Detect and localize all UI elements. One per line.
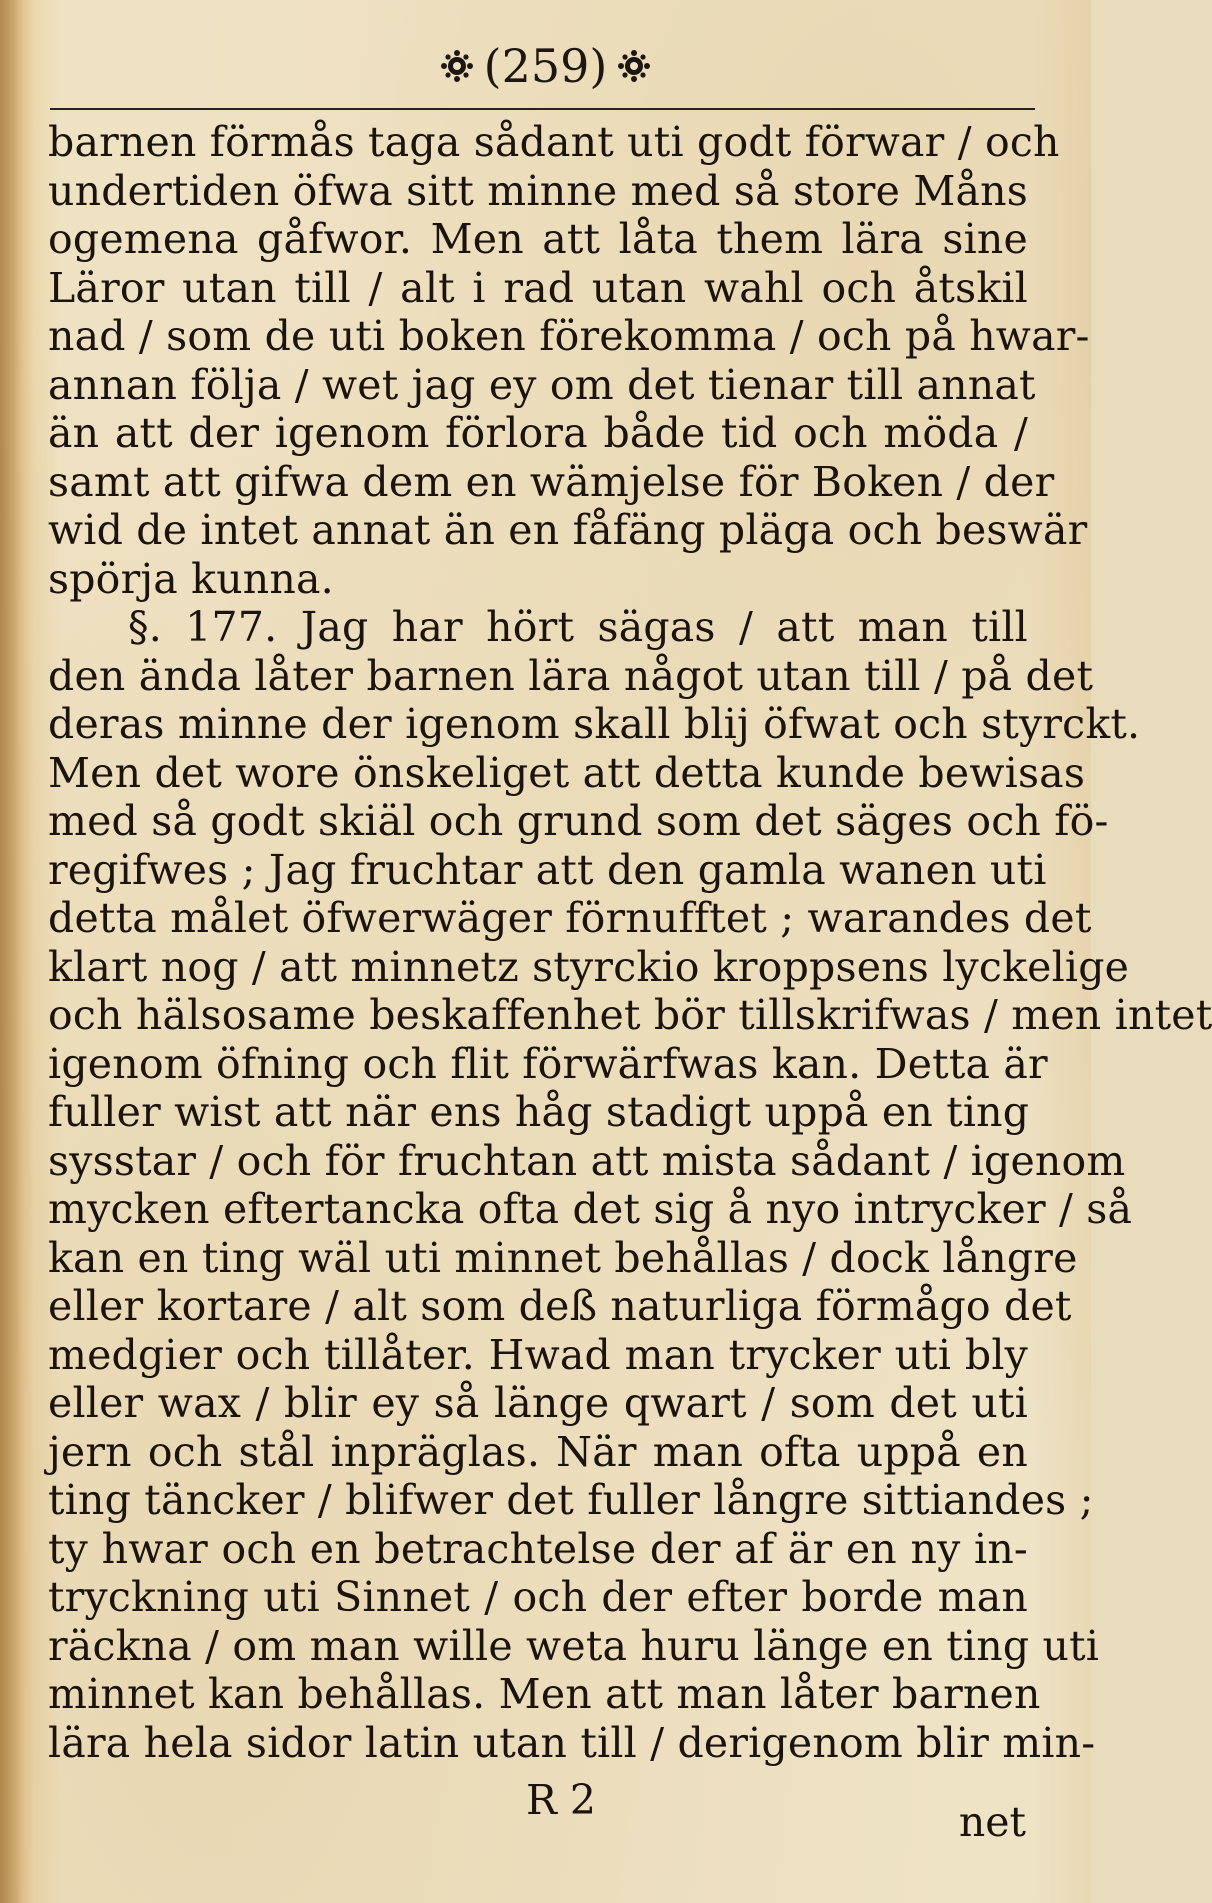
text-line: fuller wist att när ens håg stadigt uppå en ting bbox=[48, 1088, 1030, 1136]
text-line: barnen förmås taga sådant uti godt förwar / och bbox=[48, 118, 1060, 166]
binding-shadow bbox=[0, 0, 22, 1903]
section-heading-line: §. 177. Jag har hört sägas / att man till bbox=[128, 603, 1028, 651]
text-line: wid de intet annat än en fåfäng pläga och beswär bbox=[48, 506, 1088, 554]
text-line: samt att gifwa dem en wämjelse för Boken / der bbox=[48, 457, 1055, 506]
text-line: minnet kan behållas. Men att man låter barnen bbox=[48, 1670, 1041, 1718]
text-line: detta målet öfwerwäger förnufftet ; warandes det bbox=[48, 894, 1092, 942]
signature-mark: R 2 bbox=[526, 1776, 596, 1824]
text-line: eller wax / blir ey så länge qwart / som det uti bbox=[48, 1379, 1028, 1427]
ornament-right-icon bbox=[617, 49, 651, 83]
body-text bbox=[48, 118, 1212, 1767]
header-rule bbox=[50, 108, 1035, 110]
text-line: den ända låter barnen lära något utan till / på det bbox=[48, 651, 1094, 700]
text-line: spörja kunna. bbox=[48, 554, 334, 603]
text-line: medgier och tillåter. Hwad man trycker uti bly bbox=[48, 1330, 1028, 1379]
page-footer bbox=[48, 1776, 1028, 1846]
page-number: (259) bbox=[483, 39, 608, 93]
text-line: räckna / om man wille weta huru länge en ting uti bbox=[48, 1621, 1100, 1670]
text-line: tryckning uti Sinnet / och der efter borde man bbox=[48, 1573, 1028, 1621]
text-line: eller kortare / alt som deß naturliga förmågo det bbox=[48, 1282, 1072, 1330]
text-line: jern och stål inpräglas. När man ofta uppå en bbox=[48, 1427, 1028, 1476]
text-line: ting täncker / blifwer det fuller långre sittiandes ; bbox=[48, 1476, 1094, 1524]
text-line: kan en ting wäl uti minnet behållas / dock långre bbox=[48, 1233, 1078, 1282]
text-line: ogemena gåfwor. Men att låta them lära sine bbox=[48, 215, 1028, 263]
text-line: klart nog / att minnetz styrckio kroppsens lyckelige bbox=[48, 942, 1130, 991]
text-line: Läror utan till / alt i rad utan wahl och åtskil bbox=[48, 263, 1028, 312]
text-line: nad / som de uti boken förekomma / och på hwar- bbox=[48, 312, 1090, 360]
text-line: ty hwar och en betrachtelse der af är en ny in- bbox=[48, 1524, 1028, 1573]
text-line: mycken eftertancka ofta det sig å nyo intrycker / så bbox=[48, 1185, 1133, 1233]
text-line: deras minne der igenom skall blij öfwat och styrckt. bbox=[48, 700, 1141, 748]
text-line: undertiden öfwa sitt minne med så store Måns bbox=[48, 166, 1028, 215]
text-line: än att der igenom förlora både tid och möda / bbox=[48, 409, 1028, 457]
text-line: igenom öfning och flit förwärfwas kan. Detta är bbox=[48, 1039, 1048, 1088]
text-line: med så godt skiäl och grund som det säges och fö- bbox=[48, 797, 1109, 845]
text-line: regifwes ; Jag fruchtar att den gamla wanen uti bbox=[48, 845, 1047, 894]
text-line: sysstar / och för fruchtan att mista sådant / igenom bbox=[48, 1136, 1126, 1185]
catchword: net bbox=[958, 1798, 1026, 1846]
text-line: lära hela sidor latin utan till / derigenom blir min- bbox=[48, 1718, 1096, 1767]
text-line: och hälsosame beskaffenhet bör tillskrifwas / men intet bbox=[48, 991, 1212, 1039]
text-line: annan följa / wet jag ey om det tienar till annat bbox=[48, 360, 1036, 409]
page-header bbox=[0, 36, 1091, 96]
text-line: Men det wore önskeliget att detta kunde bewisas bbox=[48, 748, 1086, 797]
ornament-left-icon bbox=[440, 49, 474, 83]
